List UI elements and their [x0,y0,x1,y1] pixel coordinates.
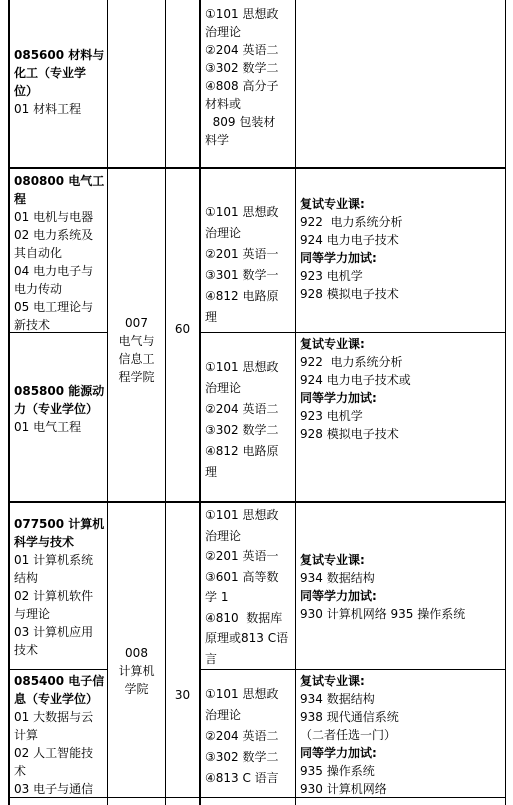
exam-subjects: ①101 思想政 治理论 ②201 英语一 ③601 高等数 学 1 ④810 数据库 原理或813 C语 言 [205,508,289,666]
enrollment-count: 60 [174,322,191,336]
enrollment-count: 30 [174,688,191,702]
retest-notes: 复试专业课: 922 电力系统分析 924 电力电子技术或 同等学力加试: 923 电机学 928 模拟电子技术 [300,337,411,441]
column-divider [295,0,296,805]
major-name: 085400 电子信 [14,674,105,688]
row-divider [199,332,506,333]
direction-item: 技术 [14,643,39,657]
direction-item: 计算 [14,728,39,742]
major-name: 085800 能源动 [14,384,105,398]
direction-item: 新技术 [14,318,51,332]
direction-item: 01 计算机系统 [14,553,94,567]
table-border-left [8,0,10,805]
column-divider [199,0,201,805]
direction-item: 01 大数据与云 [14,710,94,724]
row-divider [8,501,506,503]
major-name: 080800 电气工 [14,174,105,188]
table-row [14,382,106,436]
table-row [14,46,106,118]
direction-item: 01 电气工程 [14,420,82,434]
exam-subjects: ①101 思想政 治理论 ②204 英语二 ③302 数学二 ④808 高分子 材料或 809 包装材 料学 [205,7,279,147]
retest-notes: 复试专业课: 922 电力系统分析 924 电力电子技术 同等学力加试: 923 电机学 928 模拟电子技术 [300,197,403,301]
direction-item: 术 [14,764,27,778]
table-border-right [505,0,506,805]
direction-item: 02 电力系统及 [14,228,94,242]
row-divider [199,669,506,670]
direction-item: 03 电子与通信 [14,782,94,796]
major-name: 息（专业学位） [14,692,99,706]
direction-item: 结构 [14,571,39,585]
table-row [14,172,106,334]
table-row [14,672,106,798]
major-name: 力（专业学位） [14,402,99,416]
retest-notes: 复试专业课: 934 数据结构 同等学力加试: 930 计算机网络 935 操作系统 [300,553,466,621]
direction-item: 03 计算机应用 [14,625,94,639]
direction-item: 02 计算机软件 [14,589,94,603]
major-name: 077500 计算机 [14,517,105,531]
column-divider [165,0,166,805]
major-name: 化工（专业学 [14,66,87,80]
exam-subjects: ①101 思想政 治理论 ②204 英语二 ③302 数学二 ④812 电路原 理 [205,360,279,479]
college-name: 007 电气与 信息工 程学院 [118,316,155,384]
direction-item: 与理论 [14,607,51,621]
table-row [14,515,106,659]
major-name: 085600 材料与 [14,48,105,62]
direction-item: 01 电机与电器 [14,210,94,224]
retest-notes: 复试专业课: 934 数据结构 938 现代通信系统 （二者任选一门） 同等学力加试: 935 操作系统 930 计算机网络 [300,674,399,796]
major-name: 位） [14,84,39,98]
direction-item: 其自动化 [14,246,63,260]
direction-item: 02 人工智能技 [14,746,94,760]
major-name: 科学与技术 [14,535,75,549]
direction-item: 04 电力电子与 [14,264,94,278]
direction-item: 05 电工理论与 [14,300,94,314]
exam-subjects: ①101 思想政 治理论 ②204 英语二 ③302 数学二 ④813 C 语言 [205,687,279,785]
direction-item: 电力传动 [14,282,63,296]
row-divider [8,669,108,670]
row-divider [8,167,506,169]
direction-item: 01 材料工程 [14,102,82,116]
college-name: 008 计算机 学院 [118,646,155,696]
major-name: 程 [14,192,27,206]
exam-subjects: ①101 思想政 治理论 ②201 英语一 ③301 数学一 ④812 电路原 理 [205,205,279,324]
